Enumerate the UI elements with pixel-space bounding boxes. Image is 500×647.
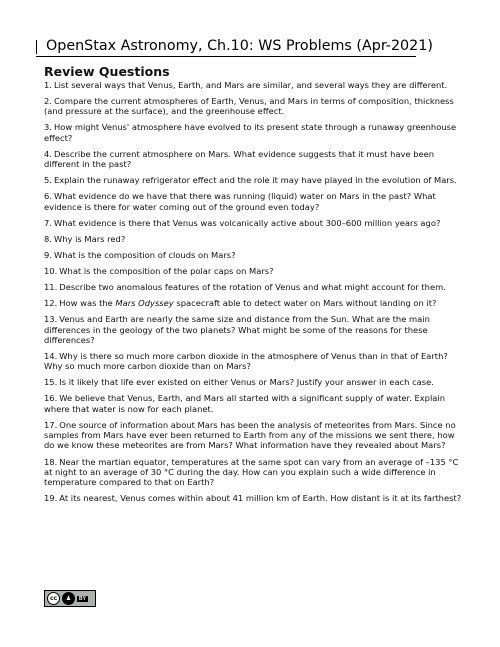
question-number: 4. [44,148,52,159]
question-text: What is the composition of clouds on Mars? [53,249,236,260]
question-item [44,191,464,212]
question-text: Describe two anomalous features of the rotation of Venus and what might account for them. [59,282,446,293]
question-text: Why is there so much more carbon dioxide in the atmosphere of Venus than in that of Earth? Why so much more carbon dioxide than on Mars? [44,351,448,372]
header-underline [36,56,416,57]
question-item [44,218,464,228]
question-number: 13. [44,314,58,325]
question-text: What is the composition of the polar caps on Mars? [59,266,274,277]
question-text: Venus and Earth are nearly the same size and distance from the Sun. What are the main differences in the geology of the two planets? What might be some of the reasons for these differences? [44,314,430,345]
question-text: At its nearest, Venus comes within about 41 million km of Earth. How distant is it at its farthest? [59,493,462,504]
question-item [44,393,464,414]
question-emphasis: Mars Odyssey [115,298,174,309]
question-text: Is it likely that life ever existed on either Venus or Mars? Justify your answer in each case. [59,377,434,388]
question-number: 5. [44,175,52,186]
question-number: 11. [44,282,58,293]
by-label: BY [79,595,86,602]
question-text: Describe the current atmosphere on Mars. What evidence suggests that it must have been different in the past? [44,148,435,170]
question-number: 12. [44,298,58,309]
question-item [44,266,464,276]
question-item [44,351,464,372]
question-number: 8. [44,233,52,244]
question-text: Near the martian equator, temperatures at the same spot can vary from an average of –135 °C at night to an average of 30 °C during the day. How can you explain such a wide difference in temperature compared to that on Earth? [44,456,459,488]
question-text: One source of information about Mars has been the analysis of meteorites from Mars. Since no samples from Mars have ever been returned to Earth from any of the missions we sent there, how do we know these meteorites are from Mars? What information have they revealed about Mars? [44,419,456,451]
question-number: 3. [44,122,52,133]
question-text: List several ways that Venus, Earth, and Mars are similar, and several ways they are different. [53,80,448,90]
question-text: How might Venus' atmosphere have evolved to its present state through a runaway greenhouse effect? [44,122,457,143]
question-item [44,234,464,244]
question-number: 18. [44,456,58,467]
question-item [44,250,464,260]
question-number: 17. [44,419,58,430]
person-icon: ♟ [62,592,75,605]
question-number: 10. [44,266,58,277]
question-item [44,96,464,117]
question-text: Explain the runaway refrigerator effect and the role it may have played in the evolution of Mars. [53,175,457,186]
question-item [44,149,464,170]
question-number: 7. [44,217,52,228]
question-item [44,314,464,345]
question-text: How was the [59,298,116,309]
section-title: Review Questions [44,64,170,79]
page-title: OpenStax Astronomy, Ch.10: WS Problems (Apr-2021) [46,38,433,54]
question-number: 14. [44,351,58,361]
question-number: 16. [44,393,58,404]
question-item [44,298,464,308]
question-item [44,420,464,451]
question-text: spacecraft able to detect water on Mars without landing on it? [173,298,437,309]
header-rule [36,40,37,54]
question-number: 15. [44,377,58,388]
question-number: 6. [44,191,52,202]
cc-icon: cc [47,592,60,605]
question-text: What evidence do we have that there was running (liquid) water on Mars in the past? What evidence is there for water coming out of the ground even today? [44,191,436,212]
question-item [44,175,464,185]
question-number: 1. [44,80,52,90]
question-number: 2. [44,96,52,107]
question-text: We believe that Venus, Earth, and Mars all started with a significant supply of water. Explain where that water is now for each planet. [44,393,445,414]
question-item [44,493,464,503]
question-item [44,282,464,292]
question-item [44,122,464,143]
question-item [44,80,464,90]
question-text: Compare the current atmospheres of Earth, Venus, and Mars in terms of composition, thickness (and pressure at the surface), and the greenhouse effect. [44,96,454,117]
question-list [44,80,464,509]
question-item [44,377,464,387]
question-number: 19. [44,493,58,504]
question-text: Why is Mars red? [53,233,126,244]
question-number: 9. [44,249,52,260]
question-item [44,457,464,488]
creative-commons-by-icon [44,590,96,607]
question-text: What evidence is there that Venus was volcanically active about 300–600 million years ago? [53,217,441,228]
